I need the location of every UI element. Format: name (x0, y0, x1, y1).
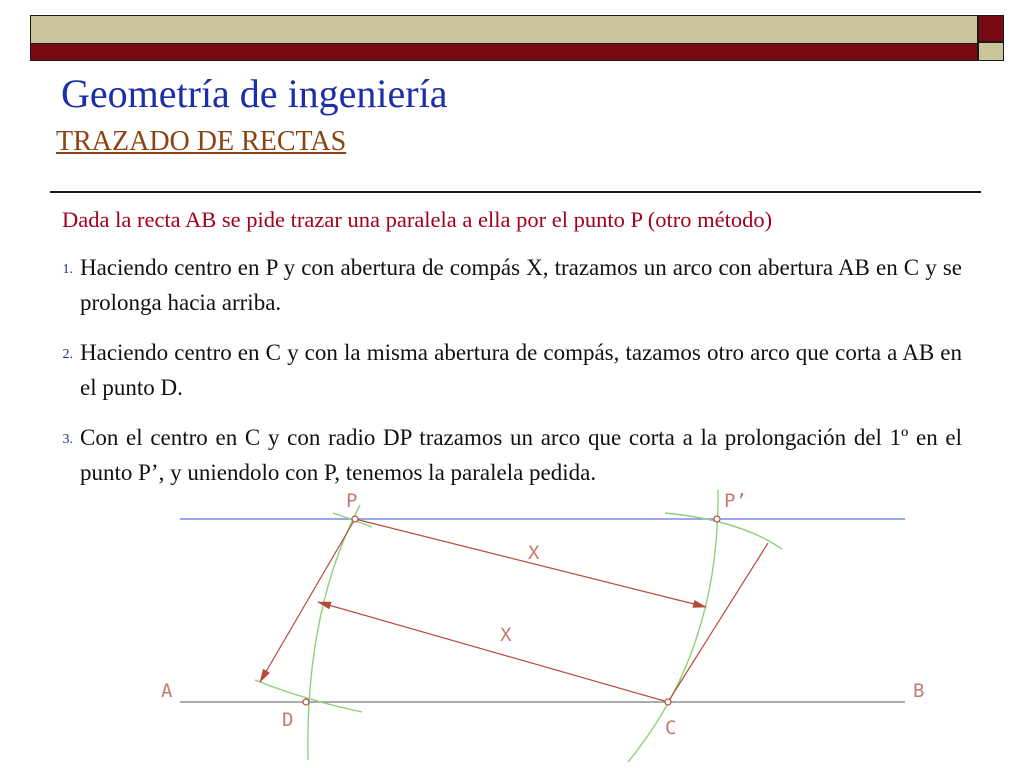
point-c (665, 699, 671, 705)
dimension-x-lower (318, 602, 668, 702)
label-p-prime: P’ (724, 490, 747, 512)
point-d (303, 699, 309, 705)
label-c: C (665, 717, 677, 739)
point-p-prime (714, 516, 720, 522)
step-number: 2. (62, 347, 73, 362)
slide-subtitle: TRAZADO DE RECTAS (56, 126, 347, 157)
label-b: B (913, 680, 925, 702)
label-p: P (346, 490, 358, 512)
label-d: D (282, 709, 294, 731)
arc-centered-c (308, 505, 360, 760)
segment-cp-prime (668, 543, 768, 702)
point-p (352, 516, 358, 522)
label-x-lower: X (500, 624, 512, 646)
step-number: 3. (62, 432, 73, 447)
label-a: A (161, 680, 173, 702)
step-number: 1. (62, 262, 73, 277)
slide-title: Geometría de ingeniería (61, 71, 448, 116)
problem-statement: Dada la recta AB se pide trazar una paralela a ella por el punto P (otro método) (62, 207, 773, 232)
segment-pd (260, 519, 355, 682)
step-text: Haciendo centro en P y con abertura de compás X, trazamos un arco con abertura AB en C y se prolonga hacia arriba. (80, 255, 962, 315)
step-text: Con el centro en C y con radio DP trazamos un arco que corta a la prolongación del 1º en el punto P’, y uniendolo con P, tenemos la paralela pedida. (80, 425, 962, 485)
step-text: Haciendo centro en C y con la misma abertura de compás, tazamos otro arco que corta a AB en el punto D. (80, 340, 962, 400)
label-x-upper: X (528, 542, 540, 564)
